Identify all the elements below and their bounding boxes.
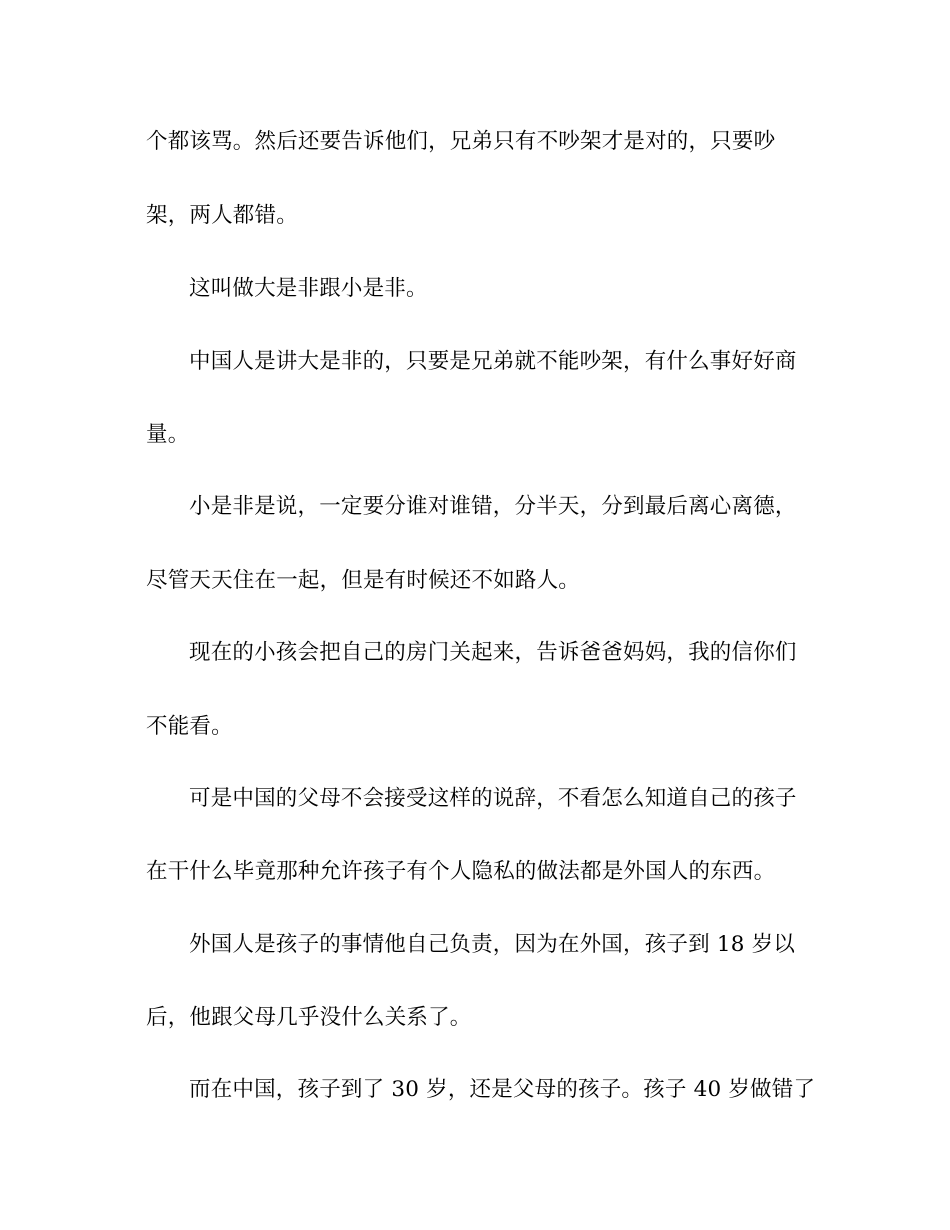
paragraph-start-line: 这叫做大是非跟小是非。	[189, 276, 428, 301]
paragraph-start-line: 外国人是孩子的事情他自己负责，因为在外国，孩子到 18 岁以	[189, 932, 796, 957]
paragraph-start-line: 现在的小孩会把自己的房门关起来，告诉爸爸妈妈，我的信你们	[189, 640, 797, 665]
paragraph-start-line: 而在中国，孩子到了 30 岁，还是父母的孩子。孩子 40 岁做错了	[189, 1077, 816, 1102]
paragraph-start-line: 中国人是讲大是非的，只要是兄弟就不能吵架，有什么事好好商	[189, 349, 797, 374]
paragraph-start-line: 小是非是说，一定要分谁对谁错，分半天，分到最后离心离德，	[189, 494, 797, 519]
text-line: 量。	[146, 422, 190, 447]
text-line: 后，他跟父母几乎没什么关系了。	[146, 1005, 472, 1030]
text-line: 在干什么毕竟那种允许孩子有个人隐私的做法都是外国人的东西。	[146, 859, 776, 884]
text-line: 不能看。	[146, 714, 233, 739]
paragraph-start-line: 可是中国的父母不会接受这样的说辞，不看怎么知道自己的孩子	[189, 786, 797, 811]
text-line: 个都该骂。然后还要告诉他们，兄弟只有不吵架才是对的，只要吵	[146, 129, 776, 154]
text-line: 尽管天天住在一起，但是有时候还不如路人。	[146, 568, 581, 593]
text-line: 架，两人都错。	[146, 203, 298, 228]
